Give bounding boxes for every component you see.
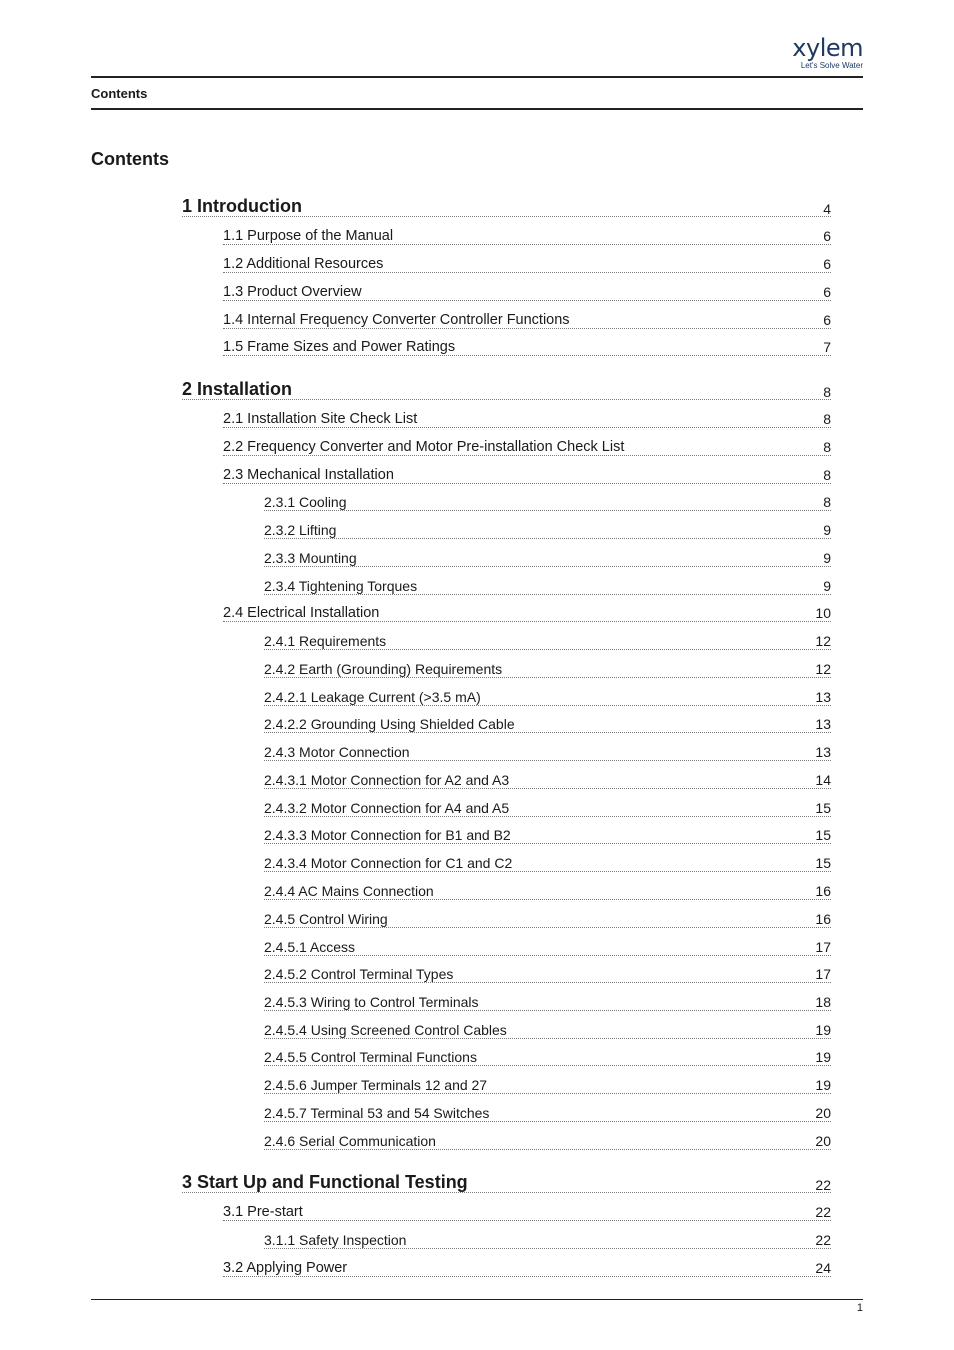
toc-entry-title: 2.4 Electrical Installation	[223, 604, 380, 621]
toc-entry[interactable]	[264, 852, 831, 872]
toc-entry[interactable]	[264, 963, 831, 983]
toc-entry[interactable]	[223, 408, 831, 428]
toc-entry[interactable]	[264, 1130, 831, 1150]
toc-entry[interactable]	[264, 1229, 831, 1249]
toc-entry-title: 2.3 Mechanical Installation	[223, 466, 394, 483]
toc-entry[interactable]	[264, 575, 831, 595]
toc-entry-title: 1.1 Purpose of the Manual	[223, 227, 394, 244]
toc-entry-title: 2.4.5.7 Terminal 53 and 54 Switches	[264, 1105, 490, 1121]
toc-entry-page: 6	[823, 312, 831, 328]
toc-entry-title: 2.4.3.3 Motor Connection for B1 and B2	[264, 827, 511, 843]
toc-entry-page: 12	[815, 661, 831, 677]
toc-entry-title: 2.4.3.4 Motor Connection for C1 and C2	[264, 855, 513, 871]
toc-entry-page: 6	[823, 284, 831, 300]
toc-entry-page: 15	[815, 855, 831, 871]
toc-entry-page: 20	[815, 1105, 831, 1121]
toc-entry-page: 24	[815, 1260, 831, 1276]
toc-entry-title: 2.3.4 Tightening Torques	[264, 578, 418, 594]
toc-entry[interactable]	[264, 741, 831, 761]
toc-entry-page: 6	[823, 228, 831, 244]
toc-entry[interactable]	[264, 658, 831, 678]
toc-entry-page: 15	[815, 827, 831, 843]
toc-entry-title: 2.4.2 Earth (Grounding) Requirements	[264, 661, 503, 677]
toc-entry[interactable]	[182, 1169, 831, 1193]
toc-entry-page: 7	[823, 339, 831, 355]
toc-entry[interactable]	[223, 436, 831, 456]
toc-entry-title: 1 Introduction	[182, 196, 302, 216]
toc-entry[interactable]	[264, 1102, 831, 1122]
toc-entry[interactable]	[223, 464, 831, 484]
toc-entry[interactable]	[264, 713, 831, 733]
toc-entry[interactable]	[264, 1074, 831, 1094]
toc-entry-page: 13	[815, 744, 831, 760]
toc-entry-page: 17	[815, 939, 831, 955]
page-title: Contents	[91, 149, 169, 169]
toc-entry-page: 13	[815, 689, 831, 705]
toc-entry-page: 18	[815, 994, 831, 1010]
toc-entry[interactable]	[264, 880, 831, 900]
toc-entry[interactable]	[223, 225, 831, 245]
toc-entry[interactable]	[182, 376, 831, 400]
toc-entry-page: 9	[823, 522, 831, 538]
toc-entry-title: 2.4.2.1 Leakage Current (>3.5 mA)	[264, 689, 481, 705]
toc-entry-title: 2 Installation	[182, 379, 293, 399]
toc-entry-title: 2.4.3.1 Motor Connection for A2 and A3	[264, 772, 510, 788]
toc-entry-title: 2.4.5.4 Using Screened Control Cables	[264, 1022, 507, 1038]
toc-entry-page: 4	[823, 201, 831, 217]
toc-entry-page: 19	[815, 1077, 831, 1093]
toc-entry-page: 8	[823, 411, 831, 427]
toc-entry-title: 2.4.5.2 Control Terminal Types	[264, 966, 454, 982]
toc-entry-title: 2.4.4 AC Mains Connection	[264, 883, 434, 899]
toc-entry-title: 3.1.1 Safety Inspection	[264, 1232, 407, 1248]
toc-entry-title: 1.4 Internal Frequency Converter Controller Functions	[223, 311, 570, 328]
footer-rule	[91, 1299, 863, 1300]
running-header: Contents	[91, 86, 148, 101]
toc-entry-page: 6	[823, 256, 831, 272]
toc-entry-title: 3.1 Pre-start	[223, 1203, 303, 1220]
toc-entry[interactable]	[223, 336, 831, 356]
toc-entry-page: 17	[815, 966, 831, 982]
toc-entry-title: 3.2 Applying Power	[223, 1259, 348, 1276]
toc-entry[interactable]	[264, 936, 831, 956]
toc-entry[interactable]	[223, 602, 831, 622]
toc-entry-title: 2.3.2 Lifting	[264, 522, 337, 538]
toc-entry-page: 13	[815, 716, 831, 732]
toc-entry-page: 8	[823, 439, 831, 455]
toc-entry-page: 16	[815, 911, 831, 927]
toc-entry[interactable]	[223, 253, 831, 273]
toc-entry-title: 1.2 Additional Resources	[223, 255, 384, 272]
toc-entry[interactable]	[264, 991, 831, 1011]
toc-entry-title: 2.4.3.2 Motor Connection for A4 and A5	[264, 800, 510, 816]
toc-entry[interactable]	[223, 309, 831, 329]
toc-entry-page: 8	[823, 467, 831, 483]
toc-entry-title: 2.3.3 Mounting	[264, 550, 357, 566]
toc-entry-title: 2.4.5 Control Wiring	[264, 911, 388, 927]
toc-entry[interactable]	[264, 686, 831, 706]
toc-entry-page: 20	[815, 1133, 831, 1149]
toc-entry-title: 2.4.2.2 Grounding Using Shielded Cable	[264, 716, 515, 732]
toc-entry-page: 22	[815, 1177, 831, 1193]
toc-entry[interactable]	[223, 281, 831, 301]
toc-entry-title: 2.4.1 Requirements	[264, 633, 387, 649]
toc-entry-title: 1.5 Frame Sizes and Power Ratings	[223, 338, 456, 355]
toc-entry[interactable]	[264, 547, 831, 567]
toc-entry-page: 12	[815, 633, 831, 649]
toc-entry[interactable]	[223, 1257, 831, 1277]
toc-entry-page: 15	[815, 800, 831, 816]
toc-entry[interactable]	[264, 824, 831, 844]
toc-entry-title: 2.3.1 Cooling	[264, 494, 347, 510]
toc-entry-page: 8	[823, 494, 831, 510]
toc-entry-page: 8	[823, 384, 831, 400]
toc-entry-title: 2.1 Installation Site Check List	[223, 410, 418, 427]
brand-name: xylem	[792, 34, 863, 62]
toc-entry-page: 22	[815, 1204, 831, 1220]
toc-entry-title: 2.2 Frequency Converter and Motor Pre-installation Check List	[223, 438, 625, 455]
toc-entry[interactable]	[264, 1046, 831, 1066]
toc-entry-title: 2.4.3 Motor Connection	[264, 744, 410, 760]
brand-tagline: Let's Solve Water	[800, 61, 863, 70]
toc-entry-page: 19	[815, 1049, 831, 1065]
toc-entry[interactable]	[264, 797, 831, 817]
toc-entry-page: 9	[823, 578, 831, 594]
toc-entry-title: 2.4.5.1 Access	[264, 939, 356, 955]
toc-entry-title: 1.3 Product Overview	[223, 283, 362, 300]
toc-entry-page: 19	[815, 1022, 831, 1038]
toc-entry-page: 10	[815, 605, 831, 621]
toc-entry-title: 3 Start Up and Functional Testing	[182, 1172, 468, 1192]
toc-entry-page: 22	[815, 1232, 831, 1248]
toc-entry[interactable]	[264, 908, 831, 928]
toc-entry-page: 16	[815, 883, 831, 899]
toc-entry[interactable]	[182, 193, 831, 217]
page-number: 1	[856, 1302, 863, 1314]
toc-entry-title: 2.4.5.6 Jumper Terminals 12 and 27	[264, 1077, 488, 1093]
toc-entry[interactable]	[264, 1019, 831, 1039]
toc-entry[interactable]	[223, 1201, 831, 1221]
toc-entry[interactable]	[264, 491, 831, 511]
toc-entry[interactable]	[264, 769, 831, 789]
toc-entry-title: 2.4.6 Serial Communication	[264, 1133, 436, 1149]
toc-entry-page: 14	[815, 772, 831, 788]
toc-entry-title: 2.4.5.5 Control Terminal Functions	[264, 1049, 477, 1065]
toc-entry-page: 9	[823, 550, 831, 566]
toc-entry-title: 2.4.5.3 Wiring to Control Terminals	[264, 994, 479, 1010]
toc-entry[interactable]	[264, 519, 831, 539]
toc-entry[interactable]	[264, 630, 831, 650]
